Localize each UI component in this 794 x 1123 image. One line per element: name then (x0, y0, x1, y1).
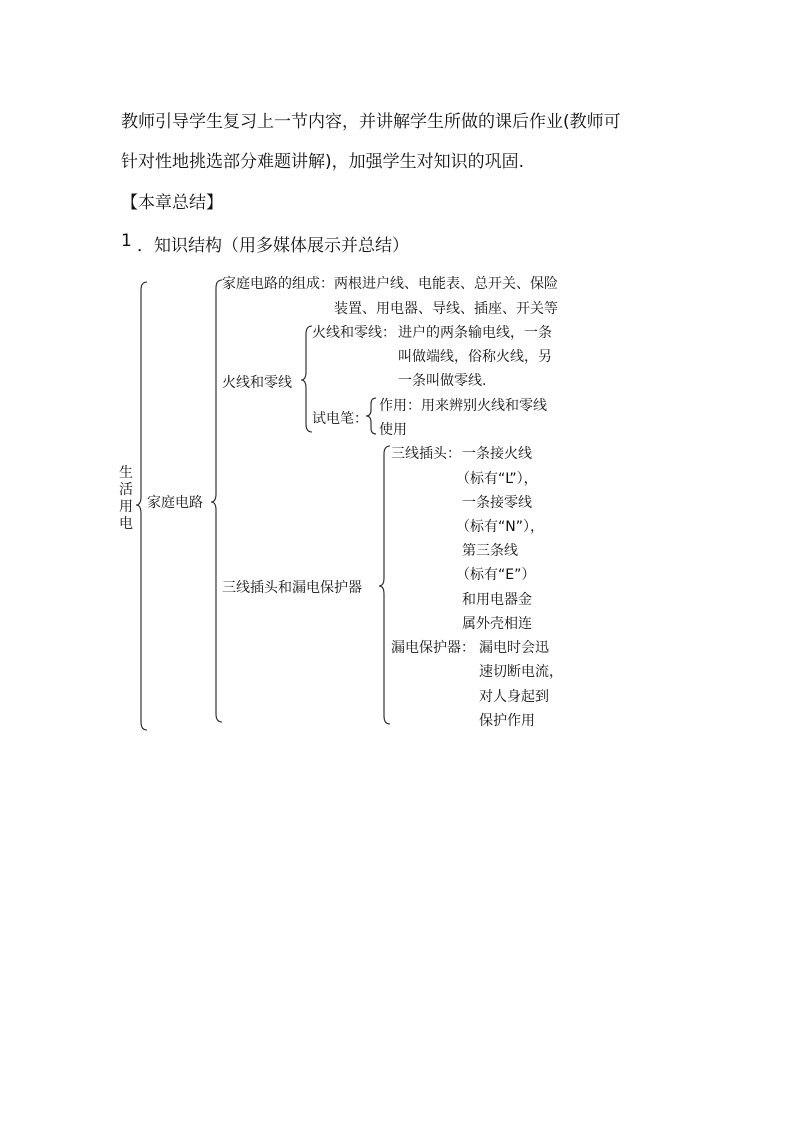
intro-paragraph-line-1: 教师引导学生复习上一节内容，并讲解学生所做的课后作业(教师可 (121, 112, 621, 132)
brace-household (211, 280, 222, 722)
composition-text-1: 两根进户线、电能表、总开关、保险 (334, 276, 558, 292)
root-node: 生活用电 (119, 465, 133, 532)
plug-line-4: （标有“N”）， (456, 519, 544, 535)
live-neutral-node: 火线和零线 (222, 375, 292, 391)
live-neutral-sub-label: 火线和零线： (312, 325, 396, 341)
live-neutral-text-1: 进户的两条输电线，一条 (398, 325, 552, 341)
intro-paragraph-line-2: 针对性地挑选部分难题讲解)，加强学生对知识的巩固. (121, 152, 525, 172)
breaker-line-4: 保护作用 (479, 713, 535, 729)
plug-line-2: （标有“L”）， (456, 471, 538, 487)
plug-breaker-node: 三线插头和漏电保护器 (222, 580, 362, 596)
plug-line-7: 和用电器金 (462, 592, 532, 608)
composition-text-2: 装置、用电器、导线、插座、开关等 (334, 301, 558, 317)
live-neutral-text-2: 叫做端线，俗称火线，另 (398, 349, 552, 365)
plug-label: 三线插头： (391, 446, 461, 462)
tester-usage: 使用 (379, 422, 407, 438)
household-circuit-node: 家庭电路 (147, 495, 203, 511)
tester-use: 作用：用来辨别火线和零线 (379, 398, 547, 414)
live-neutral-text-3: 一条叫做零线. (398, 373, 487, 389)
composition-label: 家庭电路的组成： (222, 276, 334, 292)
section-heading: 【本章总结】 (121, 193, 223, 213)
breaker-line-3: 对人身起到 (479, 689, 549, 705)
plug-line-3: 一条接零线 (462, 495, 532, 511)
item-number: 1 (121, 231, 132, 251)
plug-line-5: 第三条线 (462, 543, 518, 559)
plug-line-6: （标有“E”） (456, 567, 536, 583)
brace-live-neutral (301, 326, 312, 432)
breaker-line-2: 速切断电流， (479, 664, 563, 680)
plug-line-1: 一条接火线 (462, 446, 532, 462)
breaker-line-1: 漏电时会迅 (479, 640, 549, 656)
plug-line-8: 属外壳相连 (462, 616, 532, 632)
item-label: ．知识结构（用多媒体展示并总结） (137, 236, 409, 256)
brace-root (136, 282, 147, 730)
tester-node: 试电笔： (312, 411, 368, 427)
brace-plug-breaker (379, 446, 390, 724)
breaker-label: 漏电保护器： (391, 640, 475, 656)
